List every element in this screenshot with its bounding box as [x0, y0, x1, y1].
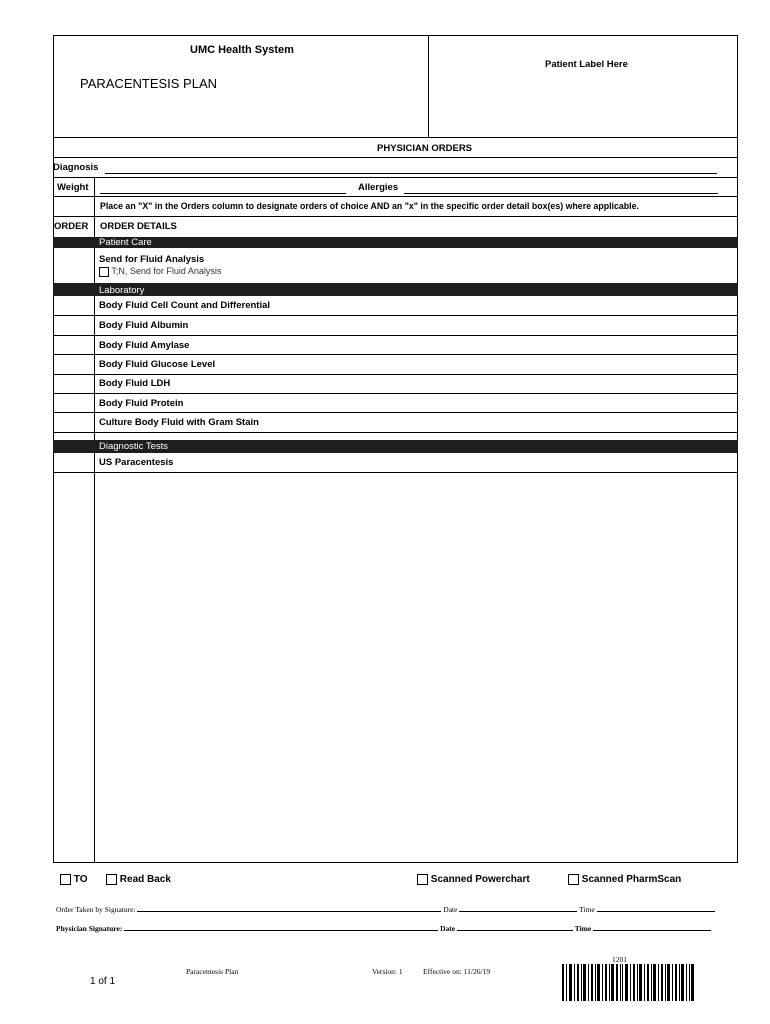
order-details-column-heading: ORDER DETAILS	[100, 221, 177, 232]
document-name: Paracentesis Plan	[186, 967, 239, 976]
row-divider	[53, 374, 738, 375]
scanned-powerchart-label: Scanned Powerchart	[430, 874, 530, 886]
read-back-label: Read Back	[119, 874, 171, 886]
weight-label: Weight	[57, 182, 89, 193]
scanned-pharmscan-label: Scanned PharmScan	[581, 874, 682, 886]
effective-date: Effective on: 11/26/19	[423, 967, 491, 976]
divider	[53, 177, 738, 178]
allergies-field[interactable]	[404, 184, 718, 194]
order-taken-signature-row	[56, 903, 715, 914]
lab-item: Body Fluid Albumin	[99, 320, 189, 331]
order-column-divider	[94, 196, 95, 863]
patient-label: Patient Label Here	[545, 59, 628, 70]
physician-signature-label: Physician Signature:	[56, 924, 123, 933]
system-name: UMC Health System	[190, 44, 294, 56]
row-divider	[53, 354, 738, 355]
read-back-option	[106, 874, 171, 885]
lab-item: Body Fluid Protein	[99, 398, 184, 409]
order-column-heading: ORDER	[54, 221, 89, 232]
lab-item: Body Fluid Glucose Level	[99, 359, 216, 370]
lab-item: Body Fluid LDH	[99, 378, 171, 389]
instructions: Place an "X" in the Orders column to designate orders of choice AND an "x" in the specific order detail box(es) where applicable.	[100, 201, 639, 211]
diagnostic-item: US Paracentesis	[99, 457, 174, 468]
divider	[53, 216, 738, 217]
divider	[53, 137, 738, 138]
scanned-pharmscan-option	[568, 874, 681, 885]
lab-item: Body Fluid Amylase	[99, 340, 190, 351]
scanned-pharmscan-checkbox[interactable]	[568, 874, 579, 885]
form-title: PARACENTESIS PLAN	[80, 76, 218, 91]
allergies-label: Allergies	[358, 182, 399, 193]
row-divider	[53, 335, 738, 336]
date-label: Date	[443, 905, 458, 914]
order-taken-time-field[interactable]	[597, 903, 715, 912]
diagnosis-field[interactable]	[105, 164, 717, 174]
divider	[53, 157, 738, 158]
order-item: Send for Fluid Analysis	[99, 254, 205, 265]
sub-option-checkbox[interactable]	[99, 267, 109, 277]
scanned-powerchart-checkbox[interactable]	[417, 874, 428, 885]
lab-item: Body Fluid Cell Count and Differential	[99, 300, 270, 311]
to-option	[60, 874, 88, 885]
barcode-number: 1201	[612, 955, 627, 964]
sub-option-row	[99, 266, 221, 277]
section-bar-laboratory	[53, 283, 738, 296]
physician-time-field[interactable]	[593, 922, 711, 931]
order-taken-date-field[interactable]	[459, 903, 577, 912]
section-title: Patient Care	[99, 237, 152, 248]
version: Version: 1	[372, 967, 403, 976]
row-divider	[53, 393, 738, 394]
row-divider	[53, 472, 738, 473]
to-label: TO	[73, 874, 88, 886]
lab-item: Culture Body Fluid with Gram Stain	[99, 417, 259, 428]
weight-divider	[94, 177, 95, 196]
read-back-checkbox[interactable]	[106, 874, 117, 885]
physician-date-field[interactable]	[457, 922, 573, 931]
physician-signature-row	[56, 922, 711, 933]
diagnosis-label: Diagnosis	[53, 162, 99, 173]
date-label: Date	[440, 924, 456, 933]
physician-signature-field[interactable]	[124, 922, 438, 931]
section-title: Diagnostic Tests	[99, 441, 168, 452]
order-taken-label: Order Taken by Signature:	[56, 905, 136, 914]
to-checkbox[interactable]	[60, 874, 71, 885]
section-title: Laboratory	[99, 285, 145, 296]
order-taken-signature-field[interactable]	[137, 903, 441, 912]
weight-field[interactable]	[100, 184, 346, 194]
section-bar-patient-care	[53, 237, 738, 248]
row-divider	[53, 432, 738, 433]
row-divider	[53, 412, 738, 413]
barcode-image	[562, 964, 694, 1001]
sub-option-label: T;N, Send for Fluid Analysis	[111, 266, 222, 276]
section-bar-diagnostic-tests	[53, 440, 738, 453]
header-divider	[428, 35, 429, 137]
scanned-powerchart-option	[417, 874, 530, 885]
page-number: 1 of 1	[90, 976, 116, 987]
time-label: Time	[574, 924, 592, 933]
time-label: Time	[579, 905, 595, 914]
divider	[53, 196, 738, 197]
row-divider	[53, 315, 738, 316]
physician-orders-heading: PHYSICIAN ORDERS	[377, 143, 473, 154]
